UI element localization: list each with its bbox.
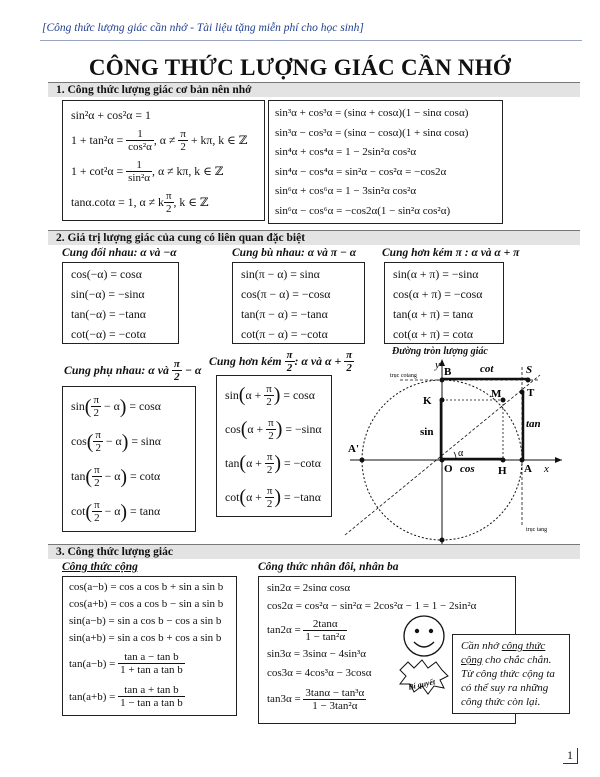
label-tan: tan: [526, 418, 541, 430]
identity-line-2: 1 + tan²α = $\frac{1}{\text{cos²α}}$ , α ≠ $\frac{\pi}{2}$ + kπ, k ∈ ℤ: [71, 127, 248, 153]
label-B: B: [444, 366, 452, 378]
fraction: $\frac{\pi}{2}$: [94, 499, 100, 524]
addition-tan-line: tan(a+b) = $\frac{\text{tan a + tan b}}{\text{1 − tan a tan b}}$: [69, 684, 183, 709]
unit-circle-diagram: [340, 355, 570, 555]
fraction: $\frac{\pi}{2}$: [266, 484, 273, 510]
label-cos: cos: [460, 463, 475, 475]
point-K: [440, 398, 445, 403]
fraction: $\frac{1}{\text{cos²α}}$: [128, 127, 152, 153]
formula-line: cot(α + π) = cotα: [393, 327, 474, 341]
point-B: [440, 378, 445, 383]
point-T: [520, 390, 525, 395]
formula-line: cos(π − α) = −cosα: [241, 287, 331, 301]
section-2-heading: 2. Giá trị lượng giác của cung có liên quan đặc biệt: [48, 230, 580, 245]
label-sin: sin: [420, 426, 434, 438]
formula-line: sin(π − α) = sinα: [241, 267, 320, 281]
pi-difference-box: [384, 262, 504, 344]
double-triple-tan-line: tan3α = $\frac{\text{3tanα − tan³α}}{\text{1 − 3tan²α}}$: [267, 686, 365, 712]
half-pi-line: cos ( α + $\frac{\pi}{2}$ ) = −sinα: [225, 416, 322, 442]
tip-bubble: Cần nhớ công thức cộng cho chắc chắn. Từ công thức cộng ta có thể suy ra những công thức còn lại.: [452, 634, 570, 714]
label-O: O: [444, 463, 453, 475]
double-triple-tan-line: tan2α = $\frac{2\tan\alpha}{\text{1 − tan²α}}$: [267, 617, 346, 643]
fraction: $\frac{\text{tan a − tan b}}{\text{1 + tan a tan b}}$: [120, 651, 183, 676]
power-line: sin⁶α + cos⁶α = 1 − 3sin²α cos²α: [275, 185, 417, 197]
label-H: H: [498, 465, 507, 477]
label-cot: cot: [480, 363, 494, 375]
addition-line: sin(a−b) = sin a cos b − cos a sin b: [69, 615, 222, 627]
fraction: $\frac{\pi}{2}$: [165, 189, 172, 215]
point-A: [520, 458, 525, 463]
label-A-prime: A': [348, 443, 359, 455]
addition-line: sin(a+b) = sin a cos b + cos a sin b: [69, 632, 222, 644]
supplementary-arcs-caption: Cung bù nhau: α và π − α: [232, 247, 357, 259]
fraction: $\frac{2\tan\alpha}{\text{1 − tan²α}}$: [305, 617, 346, 643]
point-A-prime: [360, 458, 365, 463]
opposite-arcs-box: [62, 262, 179, 344]
half-pi-difference-box: [216, 375, 332, 517]
fraction: $\frac{\text{3tanα − tan³α}}{\text{1 − 3tan²α}}$: [305, 686, 365, 712]
double-triple-caption: Công thức nhân đôi, nhân ba: [258, 561, 399, 573]
basic-identities-box: [62, 100, 265, 221]
fraction: $\frac{\pi}{2}$: [286, 349, 293, 374]
fraction: $\frac{\pi}{2}$: [94, 464, 100, 489]
fraction: $\frac{\pi}{2}$: [93, 394, 100, 419]
fraction: $\frac{\pi}{2}$: [266, 450, 273, 476]
label-K: K: [423, 395, 432, 407]
fraction: $\frac{\pi}{2}$: [268, 416, 274, 442]
formula-line: cot(−α) = −cotα: [71, 327, 146, 341]
half-pi-line: tan ( α + $\frac{\pi}{2}$ ) = −cotα: [225, 450, 321, 476]
half-pi-line: cot ( α + $\frac{\pi}{2}$ ) = −tanα: [225, 484, 321, 510]
complementary-caption: Cung phụ nhau: α và $\frac{\pi}{2}$ − α: [64, 358, 202, 383]
section-1-heading: 1. Công thức lượng giác cơ bản nên nhớ: [48, 82, 580, 97]
identity-line-1: sin²α + cos²α = 1: [71, 107, 151, 122]
formula-line: cot(π − α) = −cotα: [241, 327, 328, 341]
point-B-prime: [440, 538, 445, 543]
addition-box: [62, 576, 237, 716]
double-triple-line: cos3α = 4cos³α − 3cosα: [267, 667, 372, 679]
power-line: sin⁴α − cos⁴α = sin²α − cos²α = −cos2α: [275, 165, 447, 178]
header-divider: [40, 40, 582, 41]
label-alpha: α: [458, 448, 464, 459]
label-truc-tang: trục tang: [526, 527, 548, 533]
label-truc-cotang: trục cotang: [390, 373, 417, 379]
formula-line: cos(−α) = cosα: [71, 267, 142, 281]
fraction: $\frac{1}{\text{sin²α}}$: [128, 158, 151, 184]
addition-tan-line: tan(a−b) = $\frac{\text{tan a − tan b}}{\text{1 + tan a tan b}}$: [69, 651, 183, 676]
formula-line: sin(α + π) = −sinα: [393, 267, 479, 281]
complementary-line: sin ( $\frac{\pi}{2}$ − α ) = cosα: [71, 394, 161, 419]
opposite-arcs-caption: Cung đối nhau: α và −α: [62, 247, 177, 259]
formula-line: tan(α + π) = tanα: [393, 307, 474, 321]
fraction: $\frac{\pi}{2}$: [346, 349, 353, 374]
point-S: [526, 378, 531, 383]
y-axis-arrow-icon: [439, 359, 445, 366]
addition-line: cos(a+b) = cos a cos b − sin a sin b: [69, 598, 224, 610]
identity-line-3: 1 + cot²α = $\frac{1}{\text{sin²α}}$ , α ≠ kπ, k ∈ ℤ: [71, 158, 224, 184]
complementary-line: cot ( $\frac{\pi}{2}$ − α ) = tanα: [71, 499, 161, 524]
power-line: sin³α + cos³α = (sinα + cosα)(1 − sinα cosα): [275, 107, 469, 119]
section-3-heading: 3. Công thức lượng giác: [48, 544, 580, 559]
power-line: sin⁶α − cos⁶α = −cos2α(1 − sin²α cos²α): [275, 204, 451, 217]
power-identities-box: [268, 100, 503, 224]
double-triple-line: sin2α = 2sinα cosα: [267, 582, 351, 594]
power-line: sin³α − cos³α = (sinα − cosα)(1 + sinα cosα): [275, 126, 469, 139]
addition-line: cos(a−b) = cos a cos b + sin a sin b: [69, 581, 224, 593]
fraction: $\frac{\pi}{2}$: [173, 358, 180, 383]
page-title: CÔNG THỨC LƯỢNG GIÁC CẦN NHỚ: [88, 55, 512, 80]
formula-line: tan(π − α) = −tanα: [241, 307, 328, 321]
fraction: $\frac{\pi}{2}$: [266, 382, 272, 408]
half-pi-line: sin ( α + $\frac{\pi}{2}$ ) = cosα: [225, 382, 315, 408]
x-axis-arrow-icon: [555, 457, 562, 463]
pi-difference-caption: Cung hơn kém π : α và α + π: [382, 247, 520, 259]
label-M: M: [491, 388, 502, 400]
fraction: $\frac{\pi}{2}$: [95, 429, 101, 454]
fraction: $\frac{\text{tan a + tan b}}{\text{1 − tan a tan b}}$: [120, 684, 183, 709]
half-pi-difference-caption: Cung hơn kém $\frac{\pi}{2}$ : α và α + $\frac{\pi}{2}$: [209, 349, 353, 374]
formula-line: sin(−α) = −sinα: [71, 287, 145, 301]
addition-caption: Công thức cộng: [62, 561, 138, 573]
tip-badge: Bí quyết: [407, 677, 436, 692]
formula-line: tan(−α) = −tanα: [71, 307, 146, 321]
complementary-line: tan ( $\frac{\pi}{2}$ − α ) = cotα: [71, 464, 161, 489]
double-triple-line: cos2α = cos²α − sin²α = 2cos²α − 1 = 1 − 2sin²α: [267, 600, 477, 612]
page-number: 1: [563, 748, 578, 764]
fraction: $\frac{\pi}{2}$: [180, 127, 186, 153]
unit-circle-title: Đường tròn lượng giác: [392, 346, 488, 357]
point-O: [440, 458, 445, 463]
power-line: sin⁴α + cos⁴α = 1 − 2sin²α cos²α: [275, 146, 417, 158]
identity-line-4: tanα.cotα = 1, α ≠ k $\frac{\pi}{2}$ , k ∈ ℤ: [71, 189, 209, 215]
formula-line: cos(α + π) = −cosα: [393, 287, 483, 301]
label-S: S: [526, 364, 533, 376]
point-H: [501, 458, 506, 463]
label-y: y: [435, 359, 440, 371]
label-A: A: [524, 463, 532, 475]
double-triple-line: sin3α = 3sinα − 4sin³α: [267, 648, 367, 660]
supplementary-arcs-box: [232, 262, 365, 344]
complementary-box: [62, 386, 196, 532]
header-note: [Công thức lượng giác cần nhớ - Tài liệu tặng miễn phí cho học sinh]: [42, 22, 364, 34]
label-x: x: [544, 463, 549, 475]
complementary-line: cos ( $\frac{\pi}{2}$ − α ) = sinα: [71, 429, 161, 454]
label-T: T: [527, 387, 535, 399]
